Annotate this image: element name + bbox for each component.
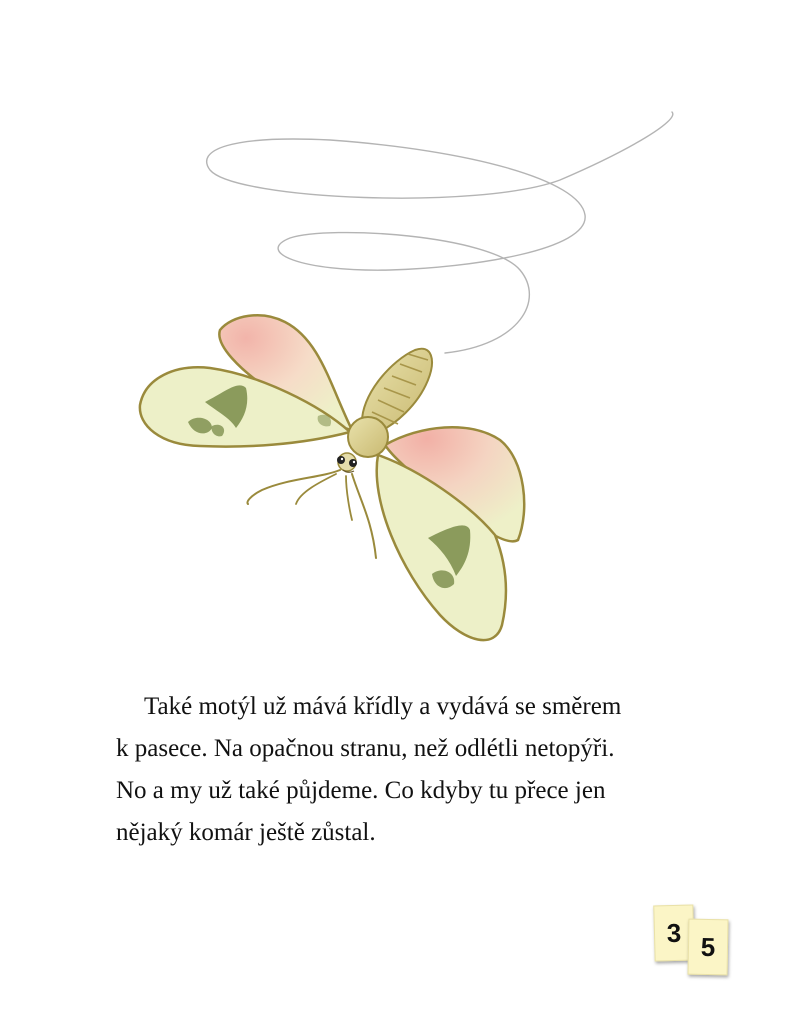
page-number-tens-card: 3 <box>653 904 694 961</box>
moth-antenna-left <box>248 470 340 504</box>
story-line-3: No a my už také půjdeme. Co kdyby tu přece jen <box>116 777 606 804</box>
story-line-2: k pasece. Na opačnou stranu, než odlétli netopýři. <box>116 735 615 762</box>
story-line-1: Také motýl už mává křídly a vydává se směrem <box>144 693 622 720</box>
story-text <box>116 686 716 854</box>
page-number-units-card: 5 <box>688 919 729 976</box>
story-paragraph <box>116 686 716 854</box>
moth-head <box>348 417 388 457</box>
story-line-4: nějaký komár ještě zůstal. <box>116 819 376 846</box>
moth-antenna-right <box>352 474 376 558</box>
moth-eye-right <box>349 459 357 467</box>
page-number <box>654 905 734 985</box>
moth-eye-left <box>337 456 345 464</box>
flight-path-line <box>207 112 673 353</box>
